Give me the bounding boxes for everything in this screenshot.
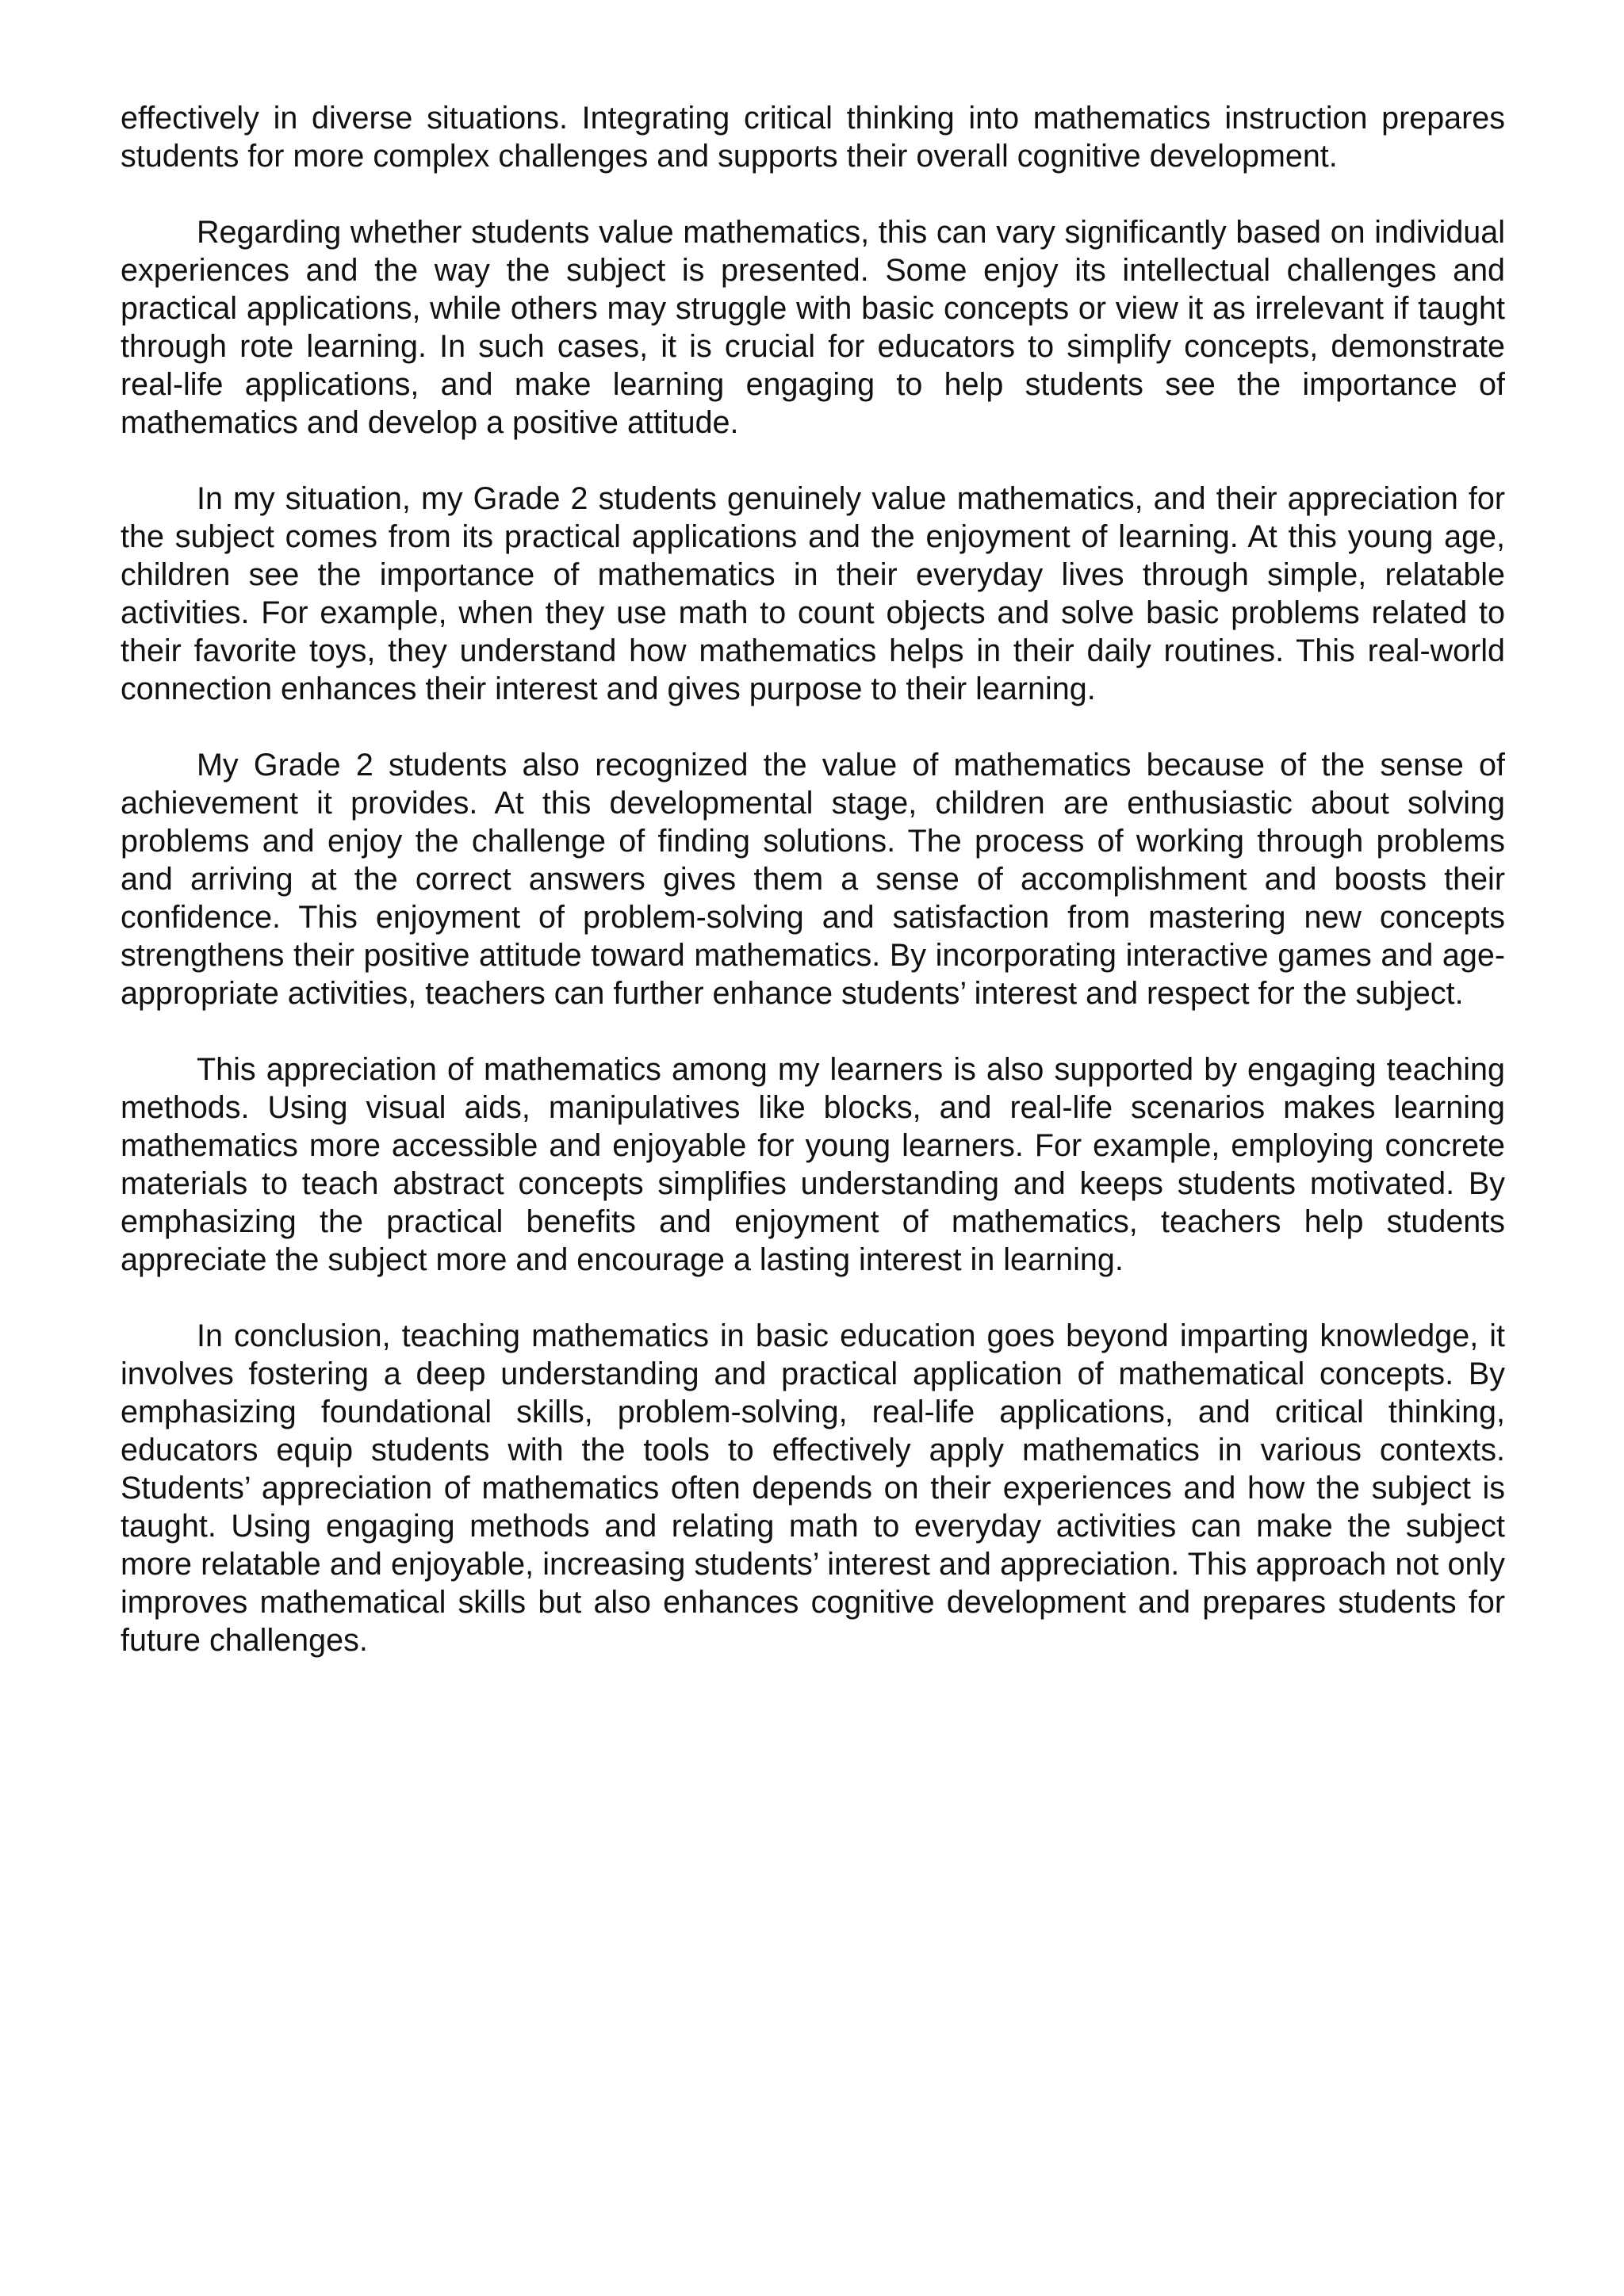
paragraph-teaching-methods: This appreciation of mathematics among my learners is also supported by engaging teaching methods. Using visual aids, manipulatives like blocks, and real-life scenarios makes learning mathematics more accessible and enjoyable for young learners. For example, employing concrete materials to teach abstract concepts simplifies understanding and keeps students motivated. By emphasizing the practical benefits and enjoyment of mathematics, teachers help students appreciate the subject more and encourage a lasting interest in learning. xyxy=(121,1052,1505,1277)
paragraph-achievement: My Grade 2 students also recognized the value of mathematics because of the sense of achievement it provides. At this developmental stage, children are enthusiastic about solving problems and enjoy the challenge of finding solutions. The process of working through problems and arriving at the correct answers gives them a sense of accomplishment and boosts their confidence. This enjoyment of problem-solving and satisfaction from mastering new concepts strengthens their positive attitude toward mathematics. By incorporating interactive games and age-appropriate activities, teachers can further enhance students’ interest and respect for the subject. xyxy=(121,748,1505,1011)
paragraph-student-value: Regarding whether students value mathematics, this can vary significantly based on individual experiences and the way the subject is presented. Some enjoy its intellectual challenges and practical applications, while others may struggle with basic concepts or view it as irrelevant if taught through rote learning. In such cases, it is crucial for educators to simplify concepts, demonstrate real-life applications, and make learning engaging to help students see the importance of mathematics and develop a positive attitude. xyxy=(121,215,1505,440)
paragraph-my-situation: In my situation, my Grade 2 students genuinely value mathematics, and their appreciation for the subject comes from its practical applications and the enjoyment of learning. At this young age, children see the importance of mathematics in their everyday lives through simple, relatable activities. For example, when they use math to count objects and solve basic problems related to their favorite toys, they understand how mathematics helps in their daily routines. This real-world connection enhances their interest and gives purpose to their learning. xyxy=(121,481,1505,706)
document-page xyxy=(121,99,1505,1697)
paragraph-continuation: effectively in diverse situations. Integrating critical thinking into mathematics instruction prepares students for more complex challenges and supports their overall cognitive development. xyxy=(121,101,1505,174)
paragraph-conclusion: In conclusion, teaching mathematics in basic education goes beyond imparting knowledge, it involves fostering a deep understanding and practical application of mathematical concepts. By emphasizing foundational skills, problem-solving, real-life applications, and critical thinking, educators equip students with the tools to effectively apply mathematics in various contexts. Students’ appreciation of mathematics often depends on their experiences and how the subject is taught. Using engaging methods and relating math to everyday activities can make the subject more relatable and enjoyable, increasing students’ interest and appreciation. This approach not only improves mathematical skills but also enhances cognitive development and prepares students for future challenges. xyxy=(121,1318,1505,1658)
